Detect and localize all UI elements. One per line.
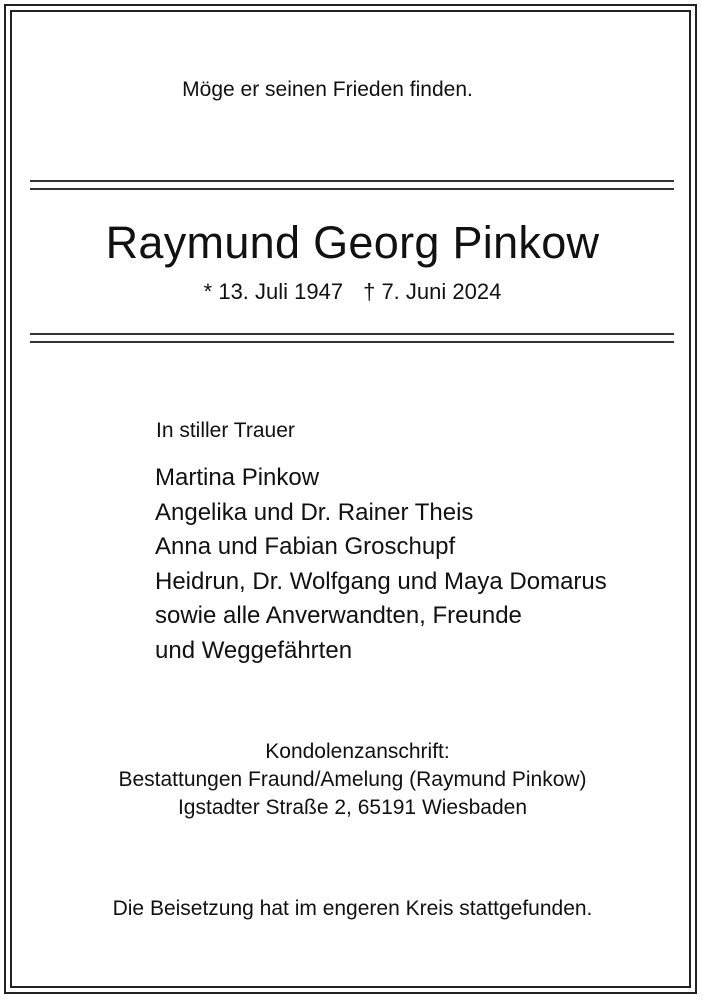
life-dates <box>0 279 705 305</box>
burial-note: Die Beisetzung hat im engeren Kreis stattgefunden. <box>112 897 593 920</box>
mourners-list <box>155 461 607 668</box>
motto-text: Möge er seinen Frieden finden. <box>182 78 473 101</box>
mourner-line: Heidrun, Dr. Wolfgang und Maya Domarus <box>155 567 607 595</box>
deceased-name: Raymund Georg Pinkow <box>105 217 600 268</box>
mourner-line: Anna und Fabian Groschupf <box>155 533 456 560</box>
mourner-line: Angelika und Dr. Rainer Theis <box>155 498 474 526</box>
top-double-rule <box>30 180 674 190</box>
funeral-home-address: Igstadter Straße 2, 65191 Wiesbaden <box>177 796 528 819</box>
condolence-header: Kondolenzanschrift: <box>265 740 450 763</box>
mourner-line: Martina Pinkow <box>155 464 320 491</box>
birth-date: * 13. Juli 1947 <box>203 279 344 304</box>
bottom-double-rule <box>30 333 674 343</box>
mourner-line: und Weggefährten <box>155 636 353 664</box>
mourner-line: sowie alle Anverwandten, Freunde <box>155 602 522 629</box>
death-date: † 7. Juni 2024 <box>363 279 502 304</box>
condolence-address <box>0 738 705 822</box>
mourning-intro: In stiller Trauer <box>156 419 295 442</box>
funeral-home-name: Bestattungen Fraund/Amelung (Raymund Pinkow) <box>118 768 587 791</box>
